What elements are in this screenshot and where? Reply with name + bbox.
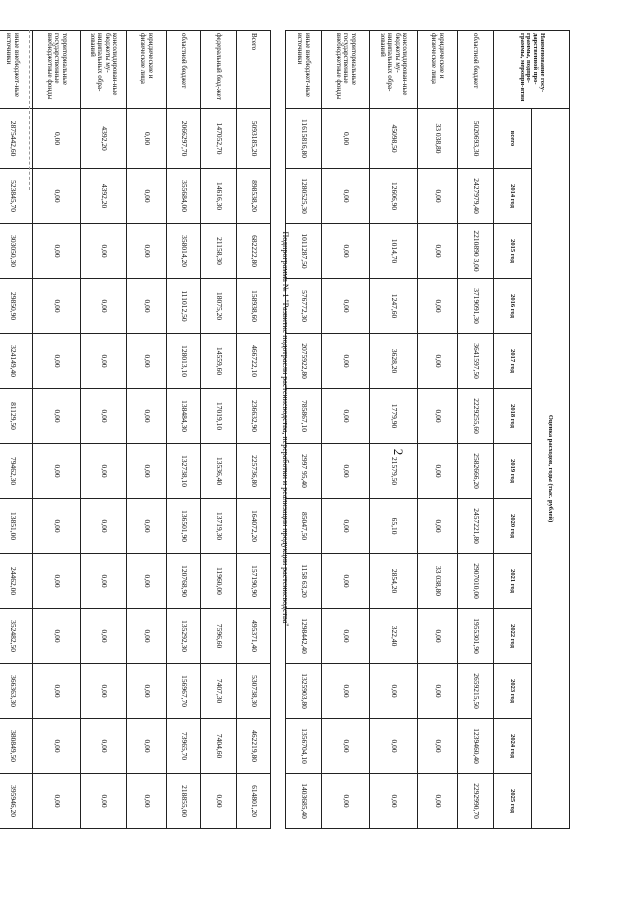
value-cell: 322,40 (370, 609, 418, 664)
value-cell: 3719091,30 (458, 279, 494, 334)
row-label: областной бюджет (458, 31, 494, 109)
value-cell: 157190,90 (237, 554, 271, 609)
table-row (322, 31, 370, 829)
value-cell: 466722,10 (237, 334, 271, 389)
value-cell: 147052,70 (201, 109, 237, 169)
value-cell: 0,00 (33, 664, 81, 719)
table-row (237, 31, 271, 829)
value-cell: 2582666,20 (458, 444, 494, 499)
value-cell: 462219,80 (237, 719, 271, 774)
value-cell: 0,00 (322, 109, 370, 169)
header-year-8: 2021 год (494, 554, 532, 609)
value-cell: 0,00 (81, 334, 127, 389)
value-cell: 0,00 (418, 664, 458, 719)
value-cell: 0,00 (33, 719, 81, 774)
value-cell: 5093185,20 (237, 109, 271, 169)
value-cell: 1280525,30 (286, 169, 322, 224)
value-cell: 2229255,60 (458, 389, 494, 444)
value-cell: 85047,50 (286, 499, 322, 554)
row-label: областной бюджет (167, 31, 201, 109)
value-cell: 0,00 (127, 334, 167, 389)
value-cell: 0,00 (33, 554, 81, 609)
value-cell: 120768,90 (167, 554, 201, 609)
value-cell: 2659215,50 (458, 664, 494, 719)
value-cell: 380849,50 (0, 719, 33, 774)
value-cell: 2210890 3,00 (458, 224, 494, 279)
value-cell: 45098,50 (370, 109, 418, 169)
value-cell: 79462,30 (0, 444, 33, 499)
table-row (81, 31, 127, 829)
value-cell: 2075922,80 (286, 334, 322, 389)
value-cell: 0,00 (81, 719, 127, 774)
value-cell: 1158 63,20 (286, 554, 322, 609)
value-cell: 523845,70 (0, 169, 33, 224)
value-cell: 3628,20 (370, 334, 418, 389)
row-label: территориальные государственные внебюджетные фонды (322, 31, 370, 109)
value-cell: 0,00 (81, 664, 127, 719)
table-row (0, 31, 33, 829)
value-cell: 7404,60 (201, 719, 237, 774)
value-cell: 13719,30 (201, 499, 237, 554)
value-cell: 0,00 (33, 109, 81, 169)
value-cell: 495371,40 (237, 609, 271, 664)
value-cell: 1325903,80 (286, 664, 322, 719)
value-cell: 0,00 (322, 389, 370, 444)
row-label: территориальные государственные внебюджетные фонды (33, 31, 81, 109)
value-cell: 0,00 (81, 609, 127, 664)
value-cell: 0,00 (322, 279, 370, 334)
scan-artifact-line (29, 30, 30, 190)
header-year-3: 2016 год (494, 279, 532, 334)
value-cell: 0,00 (418, 499, 458, 554)
row-label: иные внебюджет-ные источники (286, 31, 322, 109)
value-cell: 73965,70 (167, 719, 201, 774)
value-cell: 0,00 (33, 334, 81, 389)
row-label: иные внебюджет-ные источники (0, 31, 33, 109)
value-cell: 0,00 (370, 719, 418, 774)
value-cell: 898538,20 (237, 169, 271, 224)
value-cell: 785867,10 (286, 389, 322, 444)
value-cell: 0,00 (370, 664, 418, 719)
value-cell: 0,00 (322, 499, 370, 554)
header-year-4: 2017 год (494, 334, 532, 389)
value-cell: 530738,30 (237, 664, 271, 719)
value-cell: 21579,50 (370, 444, 418, 499)
value-cell: 0,00 (322, 774, 370, 829)
value-cell: 128013,10 (167, 334, 201, 389)
header-year-12: 2025 год (494, 774, 532, 829)
value-cell: 21158,30 (201, 224, 237, 279)
value-cell: 0,00 (127, 279, 167, 334)
value-cell: 33 038,80 (418, 109, 458, 169)
table-row (127, 31, 167, 829)
value-cell: 18075,20 (201, 279, 237, 334)
value-cell: 0,00 (81, 389, 127, 444)
value-cell: 0,00 (418, 169, 458, 224)
value-cell: 0,00 (418, 334, 458, 389)
value-cell: 0,00 (81, 499, 127, 554)
header-year-0: всего (494, 109, 532, 169)
value-cell: 1779,90 (370, 389, 418, 444)
value-cell: 576772,30 (286, 279, 322, 334)
value-cell: 682222,80 (237, 224, 271, 279)
value-cell: 17019,10 (201, 389, 237, 444)
value-cell: 0,00 (418, 609, 458, 664)
header-year-10: 2023 год (494, 664, 532, 719)
value-cell: 0,00 (201, 774, 237, 829)
value-cell: 0,00 (418, 774, 458, 829)
header-year-6: 2019 год (494, 444, 532, 499)
table-row (370, 31, 418, 829)
value-cell: 355684,00 (167, 169, 201, 224)
value-cell: 0,00 (322, 444, 370, 499)
value-cell: 0,00 (127, 774, 167, 829)
value-cell: 352482,50 (0, 609, 33, 664)
row-label: юридические и физические лица (127, 31, 167, 109)
value-cell: 236632,90 (237, 389, 271, 444)
value-cell: 4392,20 (81, 109, 127, 169)
value-cell: 0,00 (81, 774, 127, 829)
header-year-1: 2014 год (494, 169, 532, 224)
value-cell: 5020693,30 (458, 109, 494, 169)
header-year-11: 2024 год (494, 719, 532, 774)
value-cell: 0,00 (127, 224, 167, 279)
value-cell: 1356704,10 (286, 719, 322, 774)
header-year-9: 2022 год (494, 609, 532, 664)
value-cell: 0,00 (127, 609, 167, 664)
value-cell: 13851,00 (0, 499, 33, 554)
value-cell: 0,00 (33, 389, 81, 444)
table-row (418, 31, 458, 829)
value-cell: 0,00 (370, 774, 418, 829)
value-cell: 33 038,80 (418, 554, 458, 609)
header-year-7: 2020 год (494, 499, 532, 554)
value-cell: 0,00 (127, 664, 167, 719)
value-cell: 0,00 (33, 609, 81, 664)
value-cell: 0,00 (127, 169, 167, 224)
value-cell: 1011287,50 (286, 224, 322, 279)
value-cell: 0,00 (322, 719, 370, 774)
value-cell: 2427979,40 (458, 169, 494, 224)
value-cell: 1247,60 (370, 279, 418, 334)
page-number: 2 (391, 448, 406, 456)
value-cell: 11615816,80 (286, 109, 322, 169)
value-cell: 29850,90 (0, 279, 33, 334)
value-cell: 2854,20 (370, 554, 418, 609)
value-cell: 24462,00 (0, 554, 33, 609)
value-cell: 225736,80 (237, 444, 271, 499)
value-cell: 366363,30 (0, 664, 33, 719)
value-cell: 2292990,70 (458, 774, 494, 829)
row-label: юридические и физические лица (418, 31, 458, 109)
value-cell: 0,00 (127, 719, 167, 774)
subprogram-title: Подпрограмма № 1 "Развитие подотрасли растениеводства, переработки и реализации продукции растениеводства" (281, 231, 290, 627)
value-cell: 0,00 (418, 224, 458, 279)
value-cell: 1239460,40 (458, 719, 494, 774)
value-cell: 4392,20 (81, 169, 127, 224)
value-cell: 0,00 (418, 444, 458, 499)
value-cell: 395946,20 (0, 774, 33, 829)
value-cell: 0,00 (418, 279, 458, 334)
value-cell: 0,00 (81, 444, 127, 499)
value-cell: 0,00 (33, 224, 81, 279)
value-cell: 0,00 (81, 554, 127, 609)
expenditure-table-total (285, 30, 570, 829)
value-cell: 7596,60 (201, 609, 237, 664)
value-cell: 1955301,90 (458, 609, 494, 664)
table-row (33, 31, 81, 829)
expenditure-table-subprogram-1 (0, 30, 271, 829)
value-cell: 2875442,60 (0, 109, 33, 169)
value-cell: 158938,60 (237, 279, 271, 334)
value-cell: 1014,70 (370, 224, 418, 279)
value-cell: 0,00 (322, 224, 370, 279)
value-cell: 81129,50 (0, 389, 33, 444)
value-cell: 14559,60 (201, 334, 237, 389)
header-year-2: 2015 год (494, 224, 532, 279)
value-cell: 1298442,40 (286, 609, 322, 664)
value-cell: 0,00 (33, 499, 81, 554)
value-cell: 358014,20 (167, 224, 201, 279)
value-cell: 0,00 (127, 444, 167, 499)
value-cell: 164072,20 (237, 499, 271, 554)
value-cell: 0,00 (33, 279, 81, 334)
value-cell: 2907010,00 (458, 554, 494, 609)
value-cell: 135292,30 (167, 609, 201, 664)
value-cell: 0,00 (322, 169, 370, 224)
header-expense-estimate: Оценка расходов, годы (тыс. рублей) (532, 109, 570, 829)
value-cell: 0,00 (81, 279, 127, 334)
value-cell: 65,10 (370, 499, 418, 554)
value-cell: 0,00 (127, 554, 167, 609)
value-cell: 2066297,70 (167, 109, 201, 169)
value-cell: 324149,40 (0, 334, 33, 389)
value-cell: 0,00 (127, 499, 167, 554)
value-cell: 0,00 (33, 169, 81, 224)
value-cell: 111012,50 (167, 279, 201, 334)
value-cell: 2997 95,40 (286, 444, 322, 499)
value-cell: 614801,20 (237, 774, 271, 829)
value-cell: 12606,90 (370, 169, 418, 224)
value-cell: 7407,30 (201, 664, 237, 719)
row-label: федеральный бюд-жет (201, 31, 237, 109)
value-cell: 138484,30 (167, 389, 201, 444)
table-row (286, 31, 322, 829)
value-cell: 2457221,80 (458, 499, 494, 554)
value-cell: 0,00 (322, 609, 370, 664)
value-cell: 132738,10 (167, 444, 201, 499)
value-cell: 0,00 (81, 224, 127, 279)
value-cell: 0,00 (418, 719, 458, 774)
value-cell: 218855,00 (167, 774, 201, 829)
value-cell: 303050,30 (0, 224, 33, 279)
value-cell: 156967,70 (167, 664, 201, 719)
value-cell: 1403685,40 (286, 774, 322, 829)
value-cell: 0,00 (33, 774, 81, 829)
value-cell: 11960,00 (201, 554, 237, 609)
row-label: консолидирован-ные бюджеты му-ниципальных обра-зований (370, 31, 418, 109)
value-cell: 0,00 (322, 664, 370, 719)
value-cell: 0,00 (322, 554, 370, 609)
value-cell: 0,00 (33, 444, 81, 499)
value-cell: 13536,40 (201, 444, 237, 499)
value-cell: 14616,30 (201, 169, 237, 224)
table-row (201, 31, 237, 829)
header-name-column: Наименование госу-дарственной про-граммы, подпро-граммы, меропри-ятия (494, 31, 570, 109)
value-cell: 0,00 (127, 109, 167, 169)
row-label: консолидирован-ные бюджеты му-ниципальных обра-зований (81, 31, 127, 109)
value-cell: 0,00 (127, 389, 167, 444)
table-row (458, 31, 494, 829)
value-cell: 136501,90 (167, 499, 201, 554)
value-cell: 3641597,50 (458, 334, 494, 389)
value-cell: 0,00 (322, 334, 370, 389)
row-label: Всего (237, 31, 271, 109)
value-cell: 0,00 (418, 389, 458, 444)
table-row (167, 31, 201, 829)
header-year-5: 2018 год (494, 389, 532, 444)
